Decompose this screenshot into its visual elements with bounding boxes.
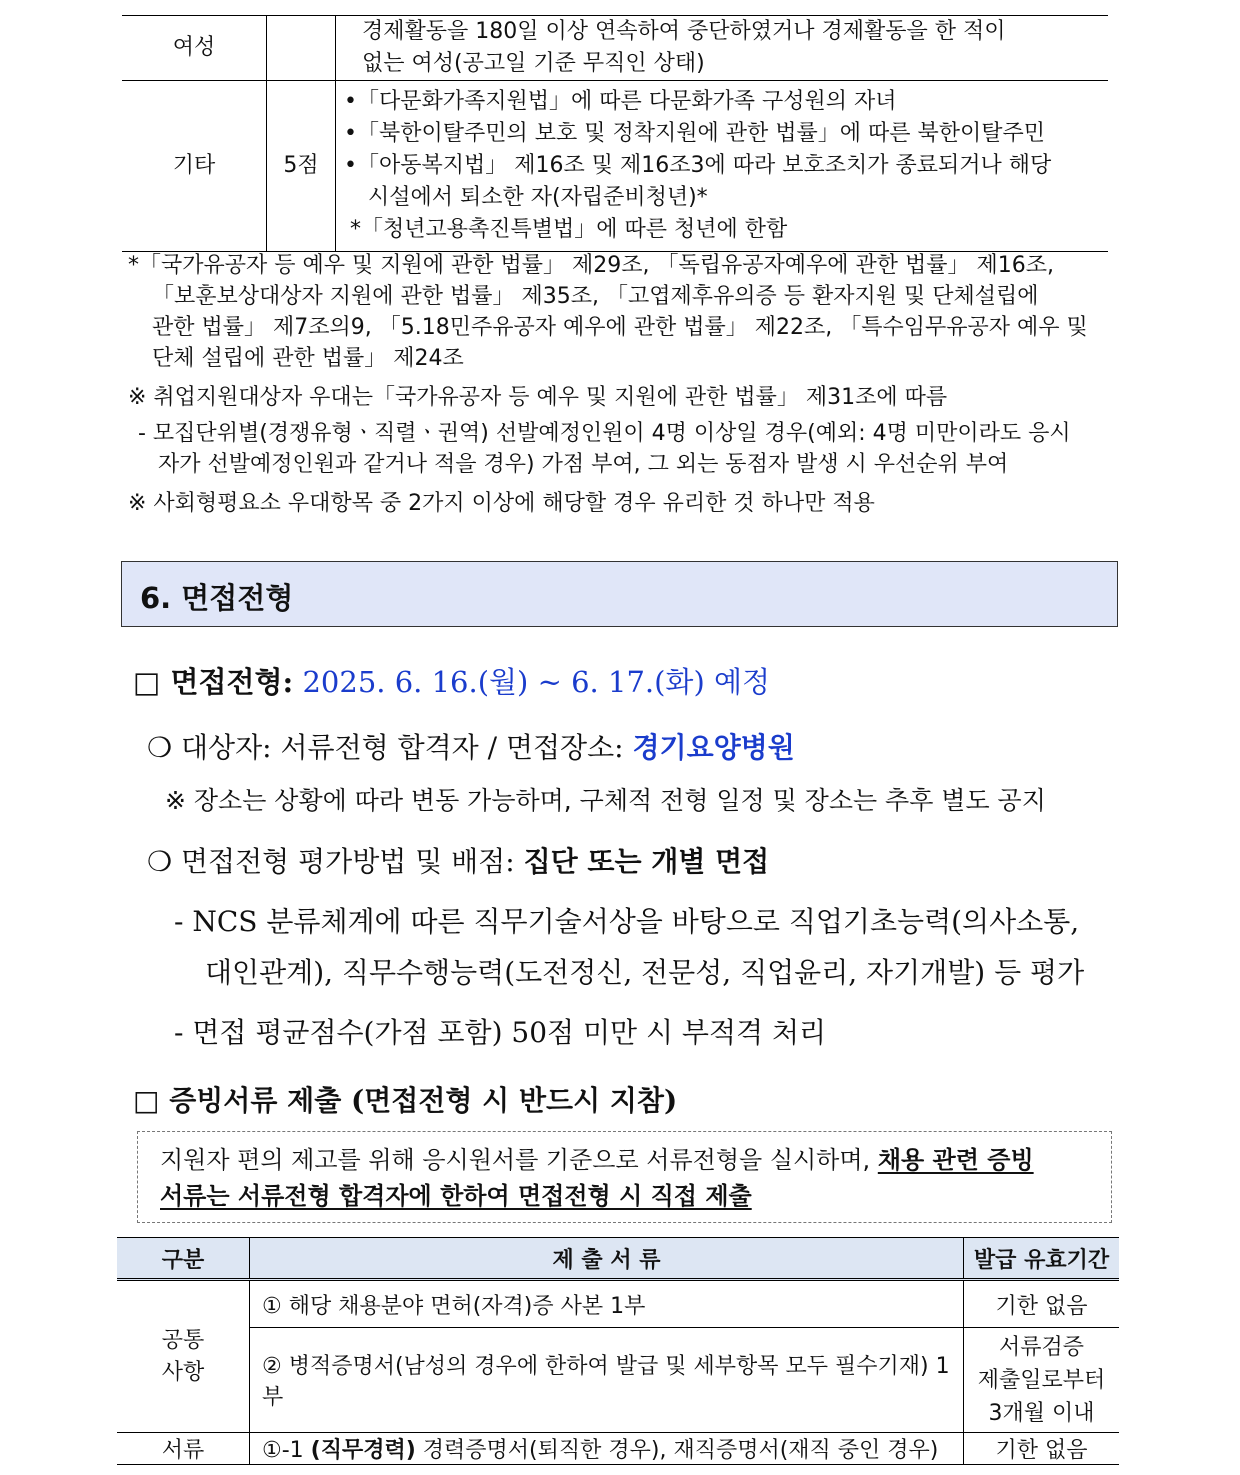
category-cell: 여성 (122, 16, 267, 81)
note-1 (128, 382, 1120, 480)
interview-method (147, 840, 769, 880)
table-row (122, 16, 1108, 81)
footnote-line: *「국가유공자 등 예우 및 지원에 관한 법률」 제29조, 「독립유공자예우에 관한 법률」 제16조, (128, 253, 1054, 278)
desc-line: 없는 여성(공고일 기준 무직인 상태) (362, 51, 705, 76)
method-text: ❍ 면접전형 평가방법 및 배점: (147, 845, 515, 878)
header-category: 구분 (117, 1238, 250, 1280)
table-row (117, 1433, 1119, 1465)
notice-emphasis: 채용 관련 증빙 (877, 1146, 1034, 1174)
interview-heading (133, 660, 770, 701)
doc-cell: ② 병적증명서(남성의 경우에 한하여 발급 및 세부항목 모두 필수기재) 1부 (250, 1328, 964, 1433)
table-row (117, 1280, 1119, 1328)
desc-line: •「북한이탈주민의 보호 및 정착지원에 관한 법률」에 따른 북한이탈주민 (344, 121, 1045, 146)
interview-heading-label: □ 면접전형: (133, 665, 294, 699)
footnote-line: 「보훈보상대상자 지원에 관한 법률」 제35조, 「고엽제후유의증 등 환자지원 및 단체설립에 (152, 284, 1039, 309)
preference-table (122, 15, 1108, 252)
points-cell: 5점 (267, 81, 336, 252)
interview-date: 2025. 6. 16.(월) ~ 6. 17.(화) 예정 (302, 665, 771, 699)
fail-line: - 면접 평균점수(가점 포함) 50점 미만 시 부적격 처리 (174, 1016, 827, 1049)
group-label (117, 1280, 250, 1433)
doc-cell (250, 1433, 964, 1465)
points-cell (267, 16, 336, 81)
desc-line: 시설에서 퇴소한 자(자립준비청년)* (368, 185, 708, 210)
docs-notice-box (137, 1131, 1112, 1223)
section-title: 6. 면접전형 (140, 581, 294, 615)
method-value: 집단 또는 개별 면접 (523, 845, 770, 878)
table-header-row (117, 1238, 1119, 1280)
desc-line: •「다문화가족지원법」에 따른 다문화가족 구성원의 자녀 (344, 89, 897, 114)
section-header (121, 561, 1118, 627)
desc-line: 경제활동을 180일 이상 연속하여 중단하였거나 경제활동을 한 적이 (362, 19, 1006, 44)
doc-bold: (직무경력) (310, 1438, 416, 1463)
notice-line-1 (160, 1142, 1034, 1178)
validity-line: 3개월 이내 (988, 1400, 1095, 1426)
desc-line: •「아동복지법」 제16조 및 제16조3에 따라 보호조치가 종료되거나 해당 (344, 153, 1052, 178)
interview-place: 경기요양병원 (632, 731, 795, 764)
docs-heading: □ 증빙서류 제출 (면접전형 시 반드시 지참) (133, 1084, 678, 1117)
doc-rest: 경력증명서(퇴직한 경우), 재직증명서(재직 중인 경우) (415, 1438, 939, 1463)
note-sub-line: - 모집단위별(경쟁유형ㆍ직렬ㆍ권역) 선발예정인원이 4명 이상일 경우(예외: 4명 미만이라도 응시 (138, 421, 1071, 446)
validity-cell (964, 1328, 1120, 1433)
doc-prefix: ①-1 (262, 1438, 311, 1463)
validity-cell: 기한 없음 (964, 1280, 1120, 1328)
desc-line: *「청년고용촉진특별법」에 따른 청년에 한함 (350, 217, 788, 242)
desc-cell (336, 16, 1109, 81)
validity-cell: 기한 없음 (964, 1433, 1120, 1465)
group-label-line: 사항 (161, 1359, 205, 1385)
group-label: 서류 (117, 1433, 250, 1465)
ncs-line-1: - NCS 분류체계에 따른 직무기술서상을 바탕으로 직업기초능력(의사소통, (174, 905, 1080, 938)
desc-cell (336, 81, 1109, 252)
group-label-line: 공통 (161, 1327, 205, 1353)
notes-block (128, 250, 1120, 519)
documents-table (117, 1237, 1119, 1465)
place-note: ※ 장소는 상황에 따라 변동 가능하며, 구체적 전형 일정 및 장소는 추후 별도 공지 (165, 786, 1046, 815)
interview-target (147, 726, 795, 766)
header-validity: 발급 유효기간 (964, 1238, 1120, 1280)
notice-text: 지원자 편의 제고를 위해 응시원서를 기준으로 서류전형을 실시하며, (160, 1146, 878, 1174)
footnote-line: 단체 설립에 관한 법률」 제24조 (152, 346, 464, 371)
footnote (128, 250, 1120, 374)
table-row (117, 1328, 1119, 1433)
category-cell: 기타 (122, 81, 267, 252)
header-documents: 제 출 서 류 (250, 1238, 964, 1280)
note-sub-line: 자가 선발예정인원과 같거나 적을 경우) 가점 부여, 그 외는 동점자 발생 시 우선순위 부여 (158, 452, 1009, 477)
target-text: ❍ 대상자: 서류전형 합격자 / 면접장소: (147, 731, 624, 764)
doc-cell: ① 해당 채용분야 면허(자격)증 사본 1부 (250, 1280, 964, 1328)
notice-line-2 (160, 1178, 752, 1214)
ncs-line-2: 대인관계), 직무수행능력(도전정신, 전문성, 직업윤리, 자기개발) 등 평가 (205, 956, 1085, 989)
notice-emphasis: 서류는 서류전형 합격자에 한하여 면접전형 시 직접 제출 (160, 1182, 752, 1210)
table-row (122, 81, 1108, 252)
validity-line: 서류검증 (998, 1334, 1084, 1360)
note-text: ※ 취업지원대상자 우대는「국가유공자 등 예우 및 지원에 관한 법률」 제31조에 따름 (128, 385, 948, 410)
note-text: ※ 사회형평요소 우대항목 중 2가지 이상에 해당할 경우 유리한 것 하나만 적용 (128, 491, 875, 516)
validity-line: 제출일로부터 (977, 1367, 1106, 1393)
footnote-line: 관한 법률」 제7조의9, 「5.18민주유공자 예우에 관한 법률」 제22조, 「특수임무유공자 예우 및 (152, 315, 1088, 340)
note-2 (128, 488, 1120, 519)
